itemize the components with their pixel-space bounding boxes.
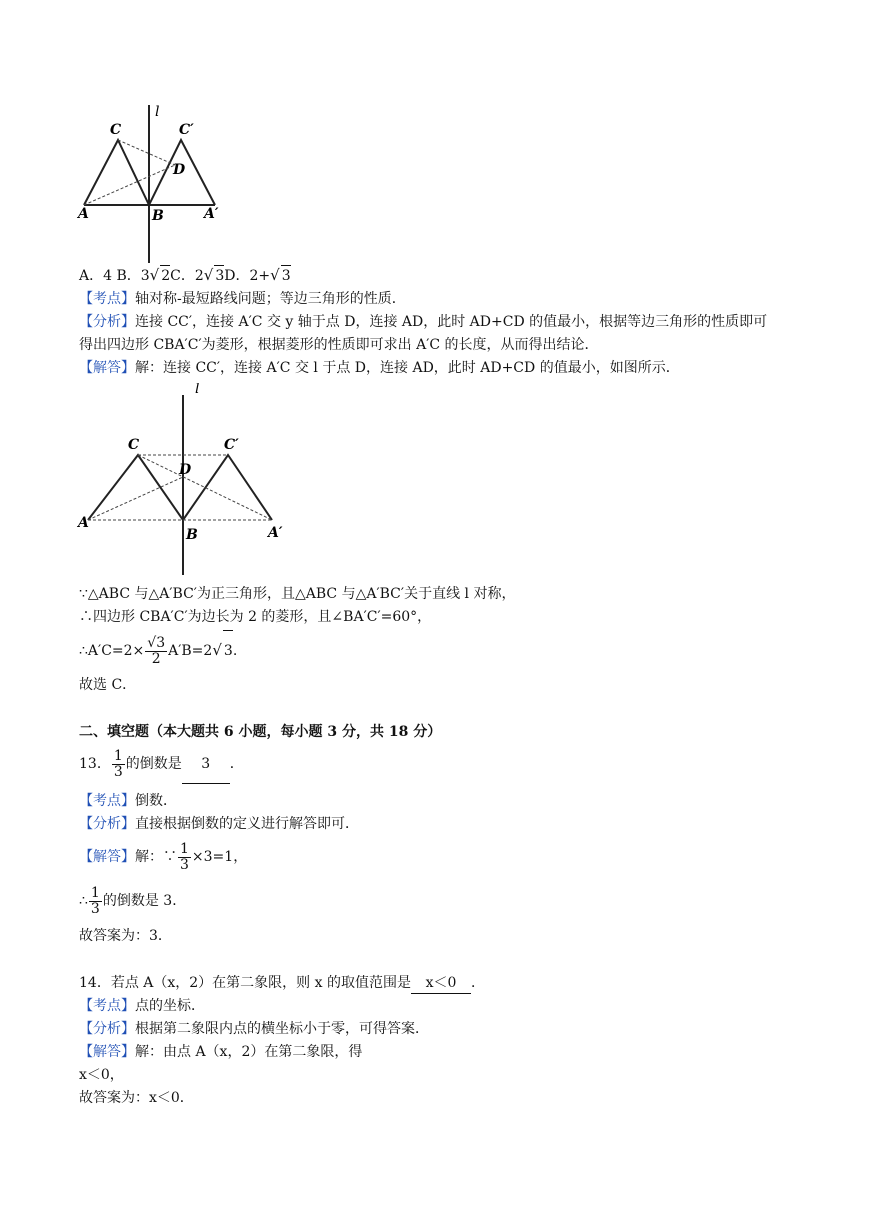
q14-kaodian: 【考点】点的坐标． — [79, 998, 205, 1014]
answer-blank: 3 — [182, 745, 230, 784]
label-A: A — [78, 515, 89, 531]
proof-line2: ∴四边形 CBA′C′为边长为 2 的菱形，且∠BA′C′=60°， — [79, 609, 432, 625]
q12-jieda: 【解答】解：连接 CC′，连接 A′C 交 l 于点 D，连接 AD，此时 AD+CD 的值最小，如图所示． — [79, 360, 680, 376]
fraction-one-third: $\frac{1}{3}$ — [113, 747, 123, 780]
q14-final: 故答案为：x＜0． — [79, 1090, 194, 1106]
label-A-prime: A′ — [268, 525, 283, 541]
q12-kaodian: 【考点】轴对称-最短路线问题；等边三角形的性质． — [79, 291, 406, 307]
fraction-one-third: $\frac{1}{3}$ — [90, 884, 100, 917]
q13-jieda: 【解答】解：∵ $\frac{1}{3}$ ×3=1， — [79, 840, 248, 873]
q13-kaodian: 【考点】倒数． — [79, 793, 177, 809]
answer-options: A．4 B．3√ 2C．2√ 3D．2+√ 3 — [79, 266, 291, 284]
label-l: l — [155, 104, 160, 120]
q13-final: 故答案为：3． — [79, 928, 172, 944]
label-B: B — [186, 527, 198, 543]
q12-fenxi-line2: 得出四边形 CBA′C′为菱形，根据菱形的性质即可求出 A′C 的长度，从而得出结论． — [79, 337, 599, 353]
label-C: C — [128, 437, 140, 453]
q13-stem: 13． $\frac{1}{3}$ 的倒数是 3 ． — [79, 745, 244, 784]
label-C-prime: C′ — [179, 122, 194, 138]
label-D: D — [173, 162, 186, 178]
fraction-sqrt3-over-2: $\frac{√3}{2}$ — [147, 634, 166, 667]
proof-line3: ∴A′C=2× $\frac{√3}{2}$ A′B=2√ 3. — [79, 630, 237, 671]
label-A-prime: A′ — [204, 206, 219, 222]
label-D: D — [179, 462, 192, 478]
label-A: A — [78, 206, 89, 222]
label-C: C — [110, 122, 122, 138]
section-heading: 二、填空题（本大题共 6 小题，每小题 3 分，共 18 分） — [79, 724, 442, 740]
answer-blank: x＜0 — [411, 973, 471, 994]
label-l: l — [195, 383, 200, 397]
q12-fenxi-line1: 【分析】连接 CC′，连接 A′C 交 y 轴于点 D，连接 AD，此时 AD+CD 的值最小，根据等边三角形的性质即可 — [79, 314, 768, 330]
label-B: B — [152, 208, 164, 224]
fraction-one-third: $\frac{1}{3}$ — [180, 840, 189, 873]
q13-fenxi: 【分析】直接根据倒数的定义进行解答即可． — [79, 816, 359, 832]
q14-jieda-line2: x＜0， — [79, 1067, 124, 1083]
q14-jieda: 【解答】解：由点 A（x，2）在第二象限，得 — [79, 1044, 363, 1060]
proof-line1: ∵△ABC 与△A′BC′为正三角形，且△ABC 与△A′BC′关于直线 l 对称， — [79, 586, 516, 602]
proof-choice: 故选 C． — [79, 677, 137, 693]
figure-symmetric-triangles-1 — [76, 100, 266, 265]
q14-stem: 14．若点 A（x，2）在第二象限，则 x 的取值范围是 x＜0 ． — [79, 973, 485, 994]
label-C-prime: C′ — [224, 437, 239, 453]
q14-fenxi: 【分析】根据第二象限内点的横坐标小于零，可得答案． — [79, 1021, 429, 1037]
figure-symmetric-triangles-2 — [76, 383, 296, 578]
q13-then: ∴ $\frac{1}{3}$ 的倒数是 3． — [79, 884, 187, 917]
